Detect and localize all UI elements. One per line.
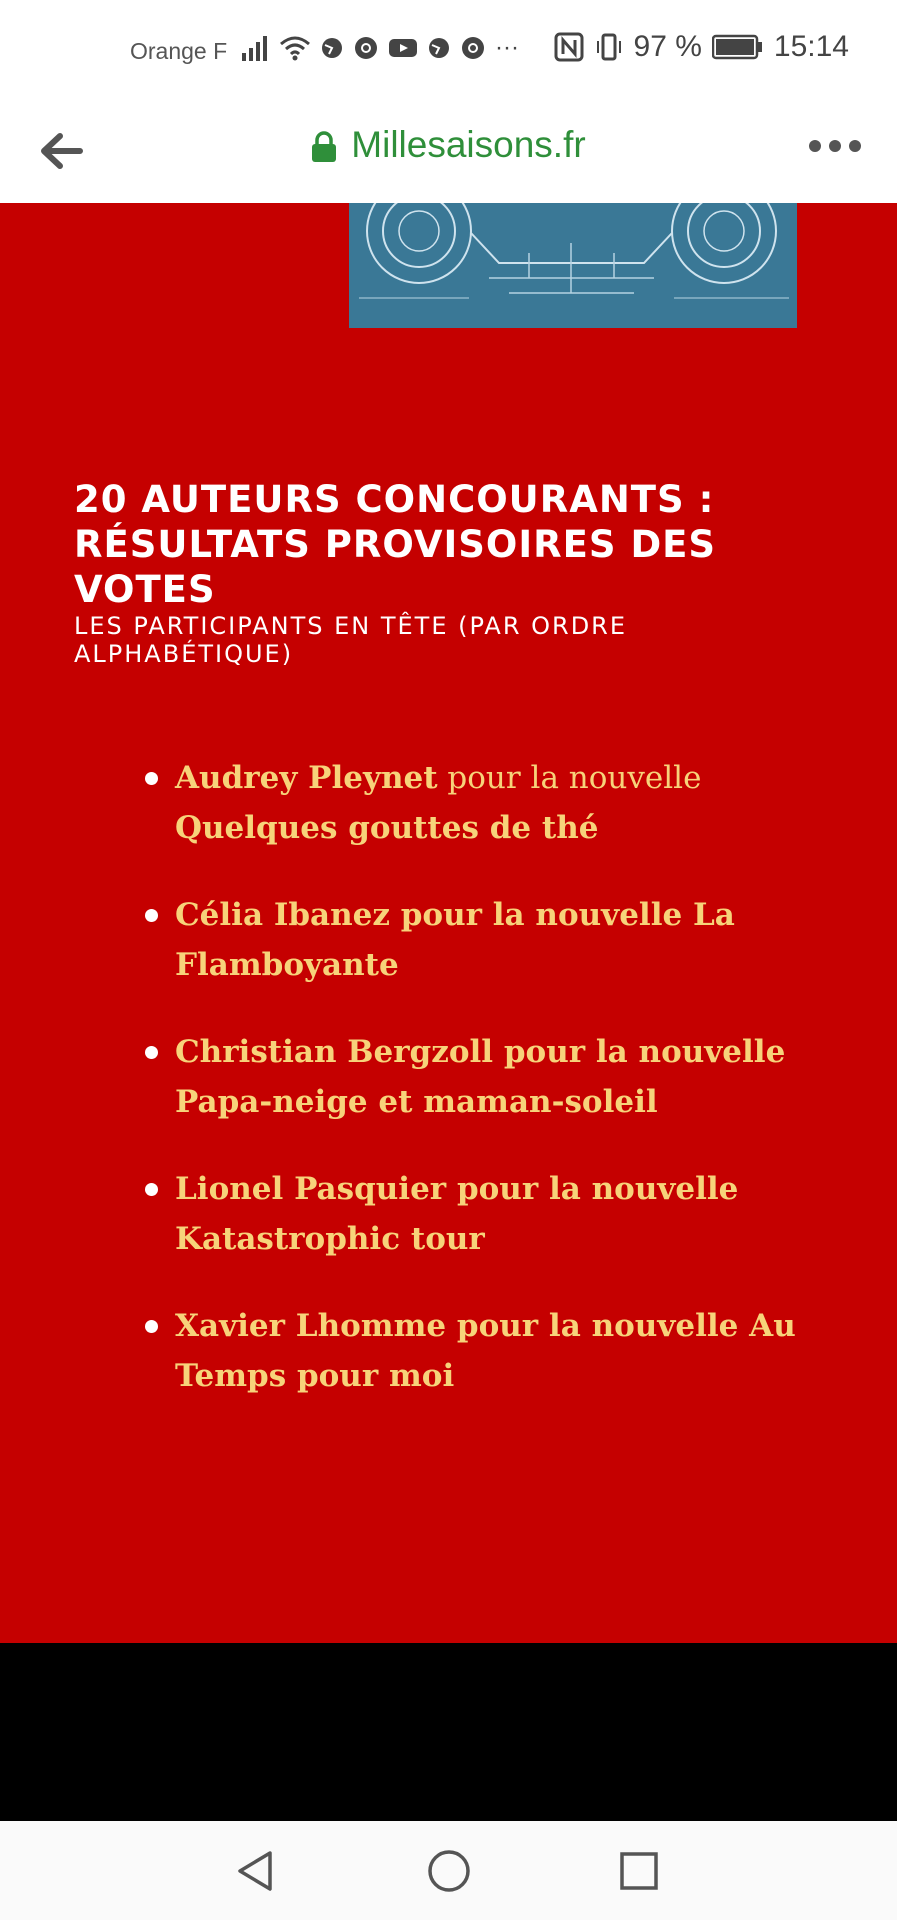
bullet-icon <box>145 1046 158 1059</box>
list-item <box>140 1301 820 1401</box>
browser-toolbar <box>0 100 897 204</box>
author-name: Célia Ibanez <box>175 897 390 933</box>
chrome-icon <box>460 35 486 61</box>
list-item <box>140 890 820 990</box>
clock: 15:14 <box>773 30 849 63</box>
wifi-icon <box>279 35 311 61</box>
item-connector: pour la nouvelle <box>446 1308 750 1344</box>
vpn-globe-icon <box>427 36 451 60</box>
item-connector: pour la nouvelle <box>389 897 693 933</box>
list-item <box>140 1027 820 1127</box>
bullet-icon <box>145 909 158 922</box>
system-nav-bar <box>0 1821 897 1920</box>
author-name: Audrey Pleynet <box>175 760 438 796</box>
menu-dot-icon <box>829 140 841 152</box>
item-connector: pour la nouvelle <box>437 760 702 796</box>
status-right <box>554 30 849 64</box>
author-name: Xavier Lhomme <box>175 1308 447 1344</box>
participants-list <box>140 753 820 1438</box>
list-item <box>140 753 820 853</box>
bullet-icon <box>145 1320 158 1333</box>
story-title: Papa-neige et maman-soleil <box>175 1084 658 1120</box>
story-title: Katastrophic tour <box>175 1221 485 1257</box>
recents-square-icon[interactable] <box>616 1847 662 1895</box>
url-bar[interactable] <box>0 124 897 166</box>
overflow-menu-button[interactable] <box>809 140 861 152</box>
nfc-icon <box>554 32 584 62</box>
more-notifications-icon: ··· <box>495 34 519 61</box>
story-title: Quelques gouttes de thé <box>175 810 599 846</box>
author-name: Lionel Pasquier <box>175 1171 447 1207</box>
bullet-icon <box>145 1183 158 1196</box>
cassette-illustration <box>349 203 797 328</box>
page-content <box>0 203 897 1643</box>
page-footer <box>0 1643 897 1821</box>
story-title: La Flamboyante <box>175 897 735 983</box>
url-text: Millesaisons.fr <box>351 124 586 165</box>
hero-image <box>349 203 797 328</box>
vpn-globe-icon <box>320 36 344 60</box>
menu-dot-icon <box>809 140 821 152</box>
carrier-name: Orange F <box>130 38 228 64</box>
item-connector: pour la nouvelle <box>493 1034 786 1070</box>
lock-icon <box>311 131 337 163</box>
status-icons <box>240 34 519 62</box>
signal-icon <box>240 35 270 61</box>
battery-percent: 97 % <box>633 30 702 63</box>
chrome-icon <box>353 35 379 61</box>
back-triangle-icon[interactable] <box>232 1847 278 1895</box>
status-bar <box>0 0 897 100</box>
battery-icon <box>712 34 764 60</box>
bullet-icon <box>145 772 158 785</box>
page-title: 20 AUTEURS CONCOURANTS : RÉSULTATS PROVISOIRES DES VOTES <box>74 478 717 611</box>
youtube-icon <box>388 36 418 60</box>
story-title: Au Temps pour moi <box>175 1308 796 1394</box>
author-name: Christian Bergzoll <box>175 1034 494 1070</box>
home-circle-icon[interactable] <box>426 1847 472 1895</box>
menu-dot-icon <box>849 140 861 152</box>
vibrate-icon <box>594 32 624 62</box>
list-item <box>140 1164 820 1264</box>
item-connector: pour la nouvelle <box>446 1171 739 1207</box>
page-subtitle: LES PARTICIPANTS EN TÊTE (PAR ORDRE ALPHABÉTIQUE) <box>74 612 628 668</box>
